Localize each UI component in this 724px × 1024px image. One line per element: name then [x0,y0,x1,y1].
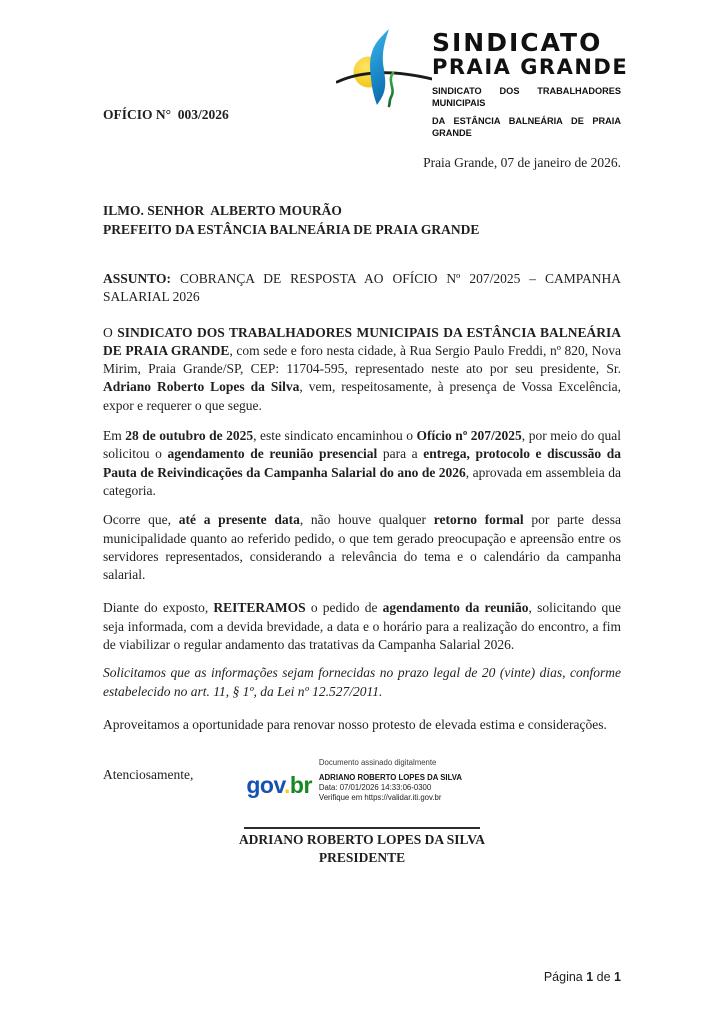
addressee-title: PREFEITO DA ESTÂNCIA BALNEÁRIA DE PRAIA GRANDE [103,222,480,237]
digital-signature-details [319,758,462,803]
digital-signature-stamp [246,758,462,803]
logo-subtitle-line1: SINDICATO DOS TRABALHADORES MUNICIPAIS [432,86,621,108]
stamp-signer-name: ADRIANO ROBERTO LOPES DA SILVA [318,773,463,783]
stamp-date: Data: 07/01/2026 14:33:06-0300 [318,783,432,793]
wave-flame-icon [370,29,389,105]
logo-title-line2: PRAIA GRANDE [432,55,629,79]
leaf-stem-icon [389,73,393,106]
closing-row [103,758,621,811]
header [103,25,629,138]
salutation: Atenciosamente, [103,767,194,783]
paragraph-history: Em 28 de outubro de 2025, este sindicato encaminhou o Ofício nº 207/2025, por meio do qual solicitou o agendamento de reunião presencial para a entrega, protocolo e discussão da Pauta de Reivindicações da Campanha Salarial do ano de 2026, aprovada em assembleia da categoria. [103,428,621,498]
stamp-verify-url: Verifique em https://validar.iti.gov.br [318,793,442,803]
subject-line: ASSUNTO: COBRANÇA DE RESPOSTA AO OFÍCIO Nº 207/2025 – CAMPANHA SALARIAL 2026 [103,271,621,305]
addressee [103,201,621,239]
signature-name: ADRIANO ROBERTO LOPES DA SILVA [238,832,486,848]
paragraph-intro: O SINDICATO DOS TRABALHADORES MUNICIPAIS DA ESTÂNCIA BALNEÁRIA DE PRAIA GRANDE, com sede e foro nesta cidade, à Rua Sergio Paulo Freddi, nº 820, Nova Mirim, Praia Grande/SP, CEP: 11704-595, representado neste ato por seu presidente, Sr. Adriano Roberto Lopes da Silva, vem, respeitosamente, à presença de Vossa Excelência, expor e requerer o que segue. [103,324,621,413]
union-logo [336,25,629,139]
paragraph-request: Diante do exposto, REITERAMOS o pedido de agendamento da reunião, solicitando que seja informada, com a devida brevidade, a data e o horário para a realização do encontro, a fim de viabilizar o regular andamento das tratativas da Campanha Salarial 2026. [103,600,622,653]
govbr-logo: gov.br [246,772,312,799]
addressee-name: ILMO. SENHOR ALBERTO MOURÃO [103,203,342,218]
paragraph-complaint: Ocorre que, até a presente data, não houve qualquer retorno formal por parte dessa municipalidade quanto ao referido pedido, o que tem gerado preocupação e apreensão entre os servidores representados, considerando a relevância do tema e o calendário da campanha salarial. [103,512,621,583]
date-line: Praia Grande, 07 de janeiro de 2026. [423,155,621,170]
paragraph-legal-deadline: Solicitamos que as informações sejam fornecidas no prazo legal de 20 (vinte) dias, conforme estabelecido no art. 11, § 1º, da Lei nº 12.527/2011. [103,665,621,699]
union-logo-text [432,25,629,139]
paragraph-courtesy: Aproveitamos a oportunidade para renovar nosso protesto de elevada estima e considerações. [103,716,607,732]
signature-block [103,827,621,867]
signature-role: PRESIDENTE [318,850,406,866]
oficio-number: OFÍCIO N° 003/2026 [103,107,229,122]
union-logo-icon [336,25,432,120]
signature-line [244,827,480,829]
logo-title-line1: SINDICATO [432,28,603,57]
page-number: Página 1 de 1 [543,970,621,984]
stamp-signed-label: Documento assinado digitalmente [318,758,437,768]
logo-subtitle-line2: DA ESTÂNCIA BALNEÁRIA DE PRAIA GRANDE [432,116,621,138]
